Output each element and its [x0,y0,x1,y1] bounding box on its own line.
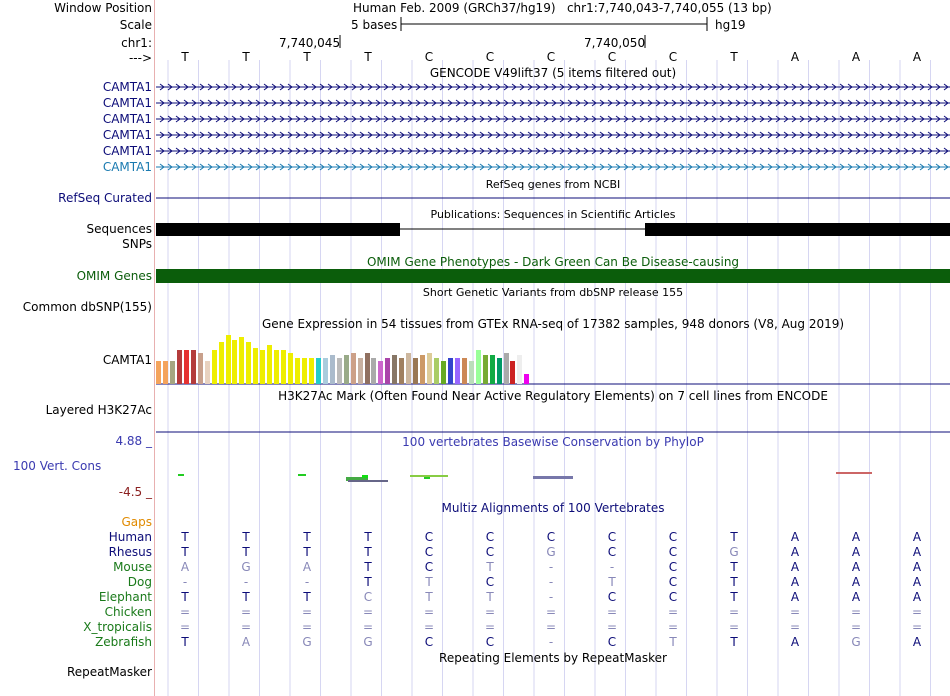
gtex-track-title[interactable]: Gene Expression in 54 tissues from GTEx RNA-seq of 17382 samples, 948 donors (V8, Aug 2019) [261,317,845,331]
gaps-label: Gaps [121,515,152,529]
publication-block [156,223,400,236]
gtex-tissue-bar[interactable] [191,350,196,384]
alignment-base: = [240,620,252,634]
gtex-tissue-bar[interactable] [323,358,328,384]
gtex-tissue-bar[interactable] [476,350,481,384]
alignment-base: T [242,545,250,559]
alignment-base: C [546,530,556,544]
alignment-base: = [850,620,862,634]
gtex-tissue-bar[interactable] [177,350,182,384]
alignment-base: C [607,545,617,559]
alignment-base: T [669,635,677,649]
gtex-tissue-bar[interactable] [253,348,258,384]
gtex-tissue-bar[interactable] [378,361,383,384]
gtex-tissue-bar[interactable] [198,353,203,384]
gtex-tissue-bar[interactable] [406,353,411,384]
alignment-base: C [485,575,495,589]
window-position-label: Window Position [54,1,152,15]
gtex-tissue-bar[interactable] [288,353,293,384]
alignment-base: A [851,575,861,589]
gtex-tissue-bar[interactable] [399,358,404,384]
alignment-base: = [667,620,679,634]
alignment-base: G [851,635,861,649]
alignment-base: = [484,605,496,619]
alignment-base: T [364,545,372,559]
alignment-base: G [363,635,373,649]
alignment-base: T [303,530,311,544]
alignment-base: A [851,530,861,544]
alignment-base: C [485,545,495,559]
alignment-base: C [424,560,434,574]
alignment-base: = [606,620,618,634]
alignment-base: = [789,605,801,619]
alignment-base: A [851,545,861,559]
dbsnp-track-title[interactable]: Short Genetic Variants from dbSNP release 155 [422,286,684,299]
gtex-tissue-bar[interactable] [302,358,307,384]
alignment-base: = [850,605,862,619]
alignment-base: C [668,545,678,559]
alignment-base: = [911,620,923,634]
phylop-mark [348,480,388,482]
publication-block [645,223,950,236]
alignment-base: - [548,635,554,649]
repeatmasker-track-title[interactable]: Repeating Elements by RepeatMasker [439,651,667,665]
alignment-base: = [545,620,557,634]
omim-label[interactable]: OMIM Genes [76,269,152,283]
phylop-mark [178,474,184,476]
base-letter: C [607,50,617,64]
repeatmasker-label[interactable]: RepeatMasker [66,665,152,679]
base-letter: T [181,50,189,64]
phylop-mark [298,474,306,476]
alignment-base: = [362,605,374,619]
scale-db-text: hg19 [715,18,746,32]
alignment-base: A [912,560,922,574]
phylop-bottom-value: -4.5 _ [118,485,152,499]
alignment-base: - [548,590,554,604]
alignment-base: T [303,590,311,604]
gtex-tissue-bar[interactable] [281,350,286,384]
alignment-base: C [424,530,434,544]
gtex-tissue-bar[interactable] [490,355,495,384]
base-letter: A [851,50,861,64]
alignment-base: T [730,530,738,544]
base-letter: T [303,50,311,64]
alignment-base: A [912,635,922,649]
species-label[interactable]: Rhesus [108,545,152,559]
chr-label: chr1: [121,36,152,50]
gtex-tissue-bar[interactable] [219,342,224,384]
alignment-base: C [668,530,678,544]
alignment-base: = [301,620,313,634]
alignment-base: A [790,530,800,544]
gtex-tissue-bar[interactable] [420,355,425,384]
gtex-tissue-bar[interactable] [524,374,529,384]
gtex-tissue-bar[interactable] [232,340,237,384]
alignment-base: T [730,560,738,574]
gencode-transcript-label[interactable]: CAMTA1 [102,160,152,174]
alignment-base: A [790,590,800,604]
species-label[interactable]: Human [108,530,152,544]
alignment-base: T [242,530,250,544]
base-letter: C [546,50,556,64]
alignment-base: A [241,635,251,649]
multiz-track-title[interactable]: Multiz Alignments of 100 Vertebrates [441,501,665,515]
alignment-base: C [485,635,495,649]
alignment-base: - [548,575,554,589]
gencode-transcript-label[interactable]: CAMTA1 [102,144,152,158]
alignment-base: C [607,590,617,604]
gtex-tissue-bar[interactable] [517,355,522,384]
base-letter: T [242,50,250,64]
refseq-track-title[interactable]: RefSeq genes from NCBI [485,178,621,191]
omim-track-title[interactable]: OMIM Gene Phenotypes - Dark Green Can Be Disease-causing [366,255,740,269]
phylop-mark [362,475,368,478]
alignment-base: G [729,545,739,559]
gencode-transcript-label[interactable]: CAMTA1 [102,112,152,126]
alignment-base: T [364,560,372,574]
alignment-base: G [546,545,556,559]
alignment-base: - [182,575,188,589]
alignment-base: T [608,575,616,589]
gtex-tissue-bar[interactable] [455,358,460,384]
alignment-base: = [667,605,679,619]
alignment-base: C [668,560,678,574]
alignment-base: T [242,590,250,604]
alignment-base: A [851,560,861,574]
alignment-base: A [790,635,800,649]
gtex-tissue-bar[interactable] [441,361,446,384]
alignment-base: A [912,575,922,589]
alignment-base: - [243,575,249,589]
gtex-tissue-bar[interactable] [295,358,300,384]
alignment-base: A [912,545,922,559]
alignment-base: = [545,605,557,619]
gtex-tissue-bar[interactable] [469,361,474,384]
base-letter: A [912,50,922,64]
gtex-tissue-bar[interactable] [330,355,335,384]
gtex-tissue-bar[interactable] [205,361,210,384]
scale-label: Scale [119,18,152,32]
gtex-tissue-bar[interactable] [344,355,349,384]
alignment-base: = [362,620,374,634]
alignment-base: T [364,530,372,544]
phylop-mark [836,472,872,474]
alignment-base: A [790,575,800,589]
gtex-gene-label[interactable]: CAMTA1 [102,353,152,367]
gtex-tissue-bar[interactable] [156,361,161,384]
base-letter: C [485,50,495,64]
phylop-top-value: 4.88 _ [115,434,152,448]
alignment-base: C [668,575,678,589]
gtex-tissue-bar[interactable] [371,358,376,384]
gtex-tissue-bar[interactable] [239,337,244,384]
alignment-base: A [790,545,800,559]
base-letter: T [730,50,738,64]
omim-bar [156,269,950,283]
gtex-tissue-bar[interactable] [170,361,175,384]
alignment-base: G [302,635,312,649]
h3k27ac-track-title[interactable]: H3K27Ac Mark (Often Found Near Active Regulatory Elements) on 7 cell lines from ENCODE [278,389,828,403]
alignment-base: - [609,560,615,574]
base-letter: C [668,50,678,64]
gtex-tissue-bar[interactable] [316,358,321,384]
gencode-transcript-label[interactable]: CAMTA1 [102,96,152,110]
gtex-tissue-bar[interactable] [510,361,515,384]
gencode-track-title[interactable]: GENCODE V49lift37 (5 items filtered out) [429,66,677,80]
gtex-tissue-bar[interactable] [184,350,189,384]
alignment-base: A [851,590,861,604]
alignment-base: C [668,590,678,604]
alignment-base: = [728,605,740,619]
alignment-base: = [423,620,435,634]
species-label[interactable]: Chicken [104,605,152,619]
alignment-base: = [423,605,435,619]
gtex-tissue-bar[interactable] [413,358,418,384]
alignment-base: A [912,590,922,604]
alignment-base: A [180,560,190,574]
phylop-label[interactable]: 100 Vert. Cons [13,459,102,473]
base-letter: A [790,50,800,64]
gtex-tissue-bar[interactable] [309,358,314,384]
sequences-label[interactable]: Sequences [86,222,152,236]
alignment-base: A [302,560,312,574]
gtex-tissue-bar[interactable] [504,353,509,384]
label-divider [154,0,155,696]
alignment-base: T [730,590,738,604]
alignment-base: = [728,620,740,634]
alignment-base: C [363,590,373,604]
gtex-bar-chart[interactable] [156,332,536,384]
position-tick-1: 7,740,045 [279,36,341,50]
gencode-transcript-label[interactable]: CAMTA1 [102,128,152,142]
gtex-tissue-bar[interactable] [226,335,231,384]
alignment-base: = [789,620,801,634]
species-label[interactable]: Zebrafish [95,635,152,649]
alignment-base: T [486,590,494,604]
gtex-tissue-bar[interactable] [497,358,502,384]
alignment-base: - [304,575,310,589]
alignment-base: = [484,620,496,634]
gtex-tissue-bar[interactable] [274,350,279,384]
species-label[interactable]: X_tropicalis [83,620,152,634]
alignment-base: = [179,620,191,634]
alignment-base: T [425,590,433,604]
phylop-track-title[interactable]: 100 vertebrates Basewise Conservation by PhyloP [402,435,704,449]
alignment-base: T [181,545,189,559]
gtex-tissue-bar[interactable] [448,358,453,384]
alignment-base: T [730,635,738,649]
alignment-base: T [181,530,189,544]
gtex-tissue-bar[interactable] [483,355,488,384]
gtex-tissue-bar[interactable] [246,342,251,384]
alignment-base: = [606,605,618,619]
gtex-tissue-bar[interactable] [267,345,272,384]
refseq-label[interactable]: RefSeq Curated [58,191,152,205]
alignment-base: T [364,575,372,589]
gtex-tissue-bar[interactable] [358,358,363,384]
phylop-mark [410,475,448,477]
gtex-tissue-bar[interactable] [392,355,397,384]
gtex-tissue-bar[interactable] [351,353,356,384]
alignment-base: G [241,560,251,574]
gtex-tissue-bar[interactable] [212,350,217,384]
species-label[interactable]: Elephant [98,590,152,604]
gtex-tissue-bar[interactable] [462,358,467,384]
snps-label[interactable]: SNPs [122,237,152,251]
species-label[interactable]: Mouse [113,560,152,574]
alignment-base: T [181,590,189,604]
strand-label: ---> [128,51,152,65]
phylop-mark [424,477,430,479]
alignment-base: C [485,530,495,544]
gtex-tissue-bar[interactable] [434,358,439,384]
scale-bases-text: 5 bases [351,18,398,32]
alignment-base: C [607,635,617,649]
alignment-base: = [911,605,923,619]
alignment-base: T [425,575,433,589]
dbsnp-label[interactable]: Common dbSNP(155) [22,300,152,314]
gtex-tissue-bar[interactable] [337,358,342,384]
assembly-position-text: Human Feb. 2009 (GRCh37/hg19) chr1:7,740,043-7,740,055 (13 bp) [353,1,772,15]
alignment-base: C [424,545,434,559]
alignment-base: = [301,605,313,619]
alignment-base: = [240,605,252,619]
alignment-base: A [790,560,800,574]
alignment-base: A [912,530,922,544]
alignment-base: T [181,635,189,649]
gencode-transcript-label[interactable]: CAMTA1 [102,80,152,94]
species-label[interactable]: Dog [127,575,152,589]
gtex-tissue-bar[interactable] [260,350,265,384]
gtex-tissue-bar[interactable] [365,353,370,384]
alignment-base: = [179,605,191,619]
alignment-base: T [730,575,738,589]
alignment-base: T [303,545,311,559]
gtex-tissue-bar[interactable] [163,361,168,384]
position-tick-2: 7,740,050 [584,36,646,50]
alignment-base: C [424,635,434,649]
gtex-tissue-bar[interactable] [385,358,390,384]
gtex-tissue-bar[interactable] [427,353,432,384]
base-letter: C [424,50,434,64]
alignment-base: C [607,530,617,544]
phylop-mark [533,476,573,479]
h3k27ac-label[interactable]: Layered H3K27Ac [45,403,152,417]
alignment-base: - [548,560,554,574]
publications-track-title[interactable]: Publications: Sequences in Scientific Articles [430,208,676,221]
alignment-base: T [486,560,494,574]
base-letter: T [364,50,372,64]
